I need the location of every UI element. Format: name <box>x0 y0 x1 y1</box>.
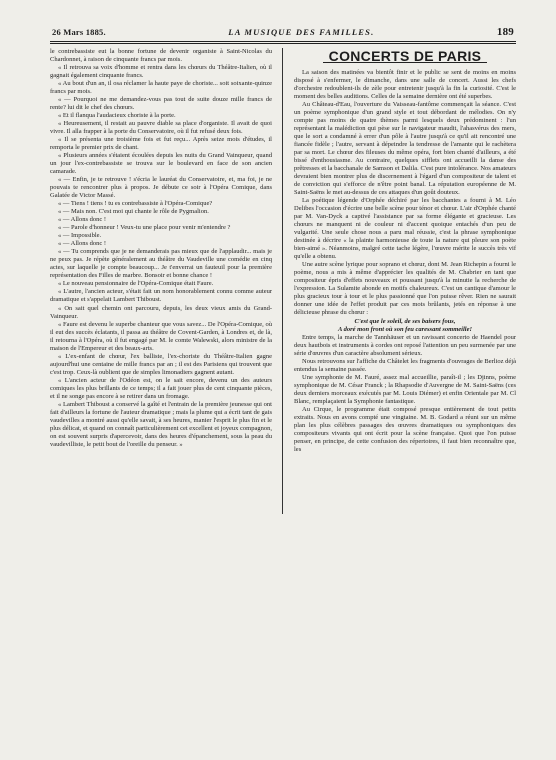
paragraph: « Il se présenta une troisième fois et fut reçu... Après seize mois d'études, il remporta le premier prix de chant. <box>50 136 272 152</box>
article-body <box>294 69 516 454</box>
header-rule-thin <box>50 43 516 44</box>
column-divider <box>282 48 283 514</box>
paragraph: C'est que le soleil, de ses baisers fous, <box>354 317 456 325</box>
paragraph: le contrebassiste eut la bonne fortune de devenir organiste à Saint-Nicolas du Chardonnet, à raison de cinquante francs par mois. <box>50 48 272 64</box>
paragraph: « Au bout d'un an, il osa réclamer la haute paye de choriste... soit soixante-quinze francs par mois. <box>50 80 272 96</box>
paragraph: « Heureusement, il restait au pauvre diable sa place d'organiste. Il avait de quoi vivre. Il alla frapper à la porte du Conservatoire, où il fut refusé deux fois. <box>50 120 272 136</box>
paragraph: « — Allons donc ! <box>58 216 107 224</box>
paragraph: « Il retrouva sa voix d'homme et rentra dans les chœurs du Théâtre-Italien, où il gagnait également cinquante francs. <box>50 64 272 80</box>
paragraph: « L'autre, l'ancien acteur, s'était fait un nom honorablement connu comme auteur dramatique et s'appelait Lambert Thiboust. <box>50 288 272 304</box>
right-column <box>294 48 516 454</box>
paragraph: La saison des matinées va bientôt finir et le public se sent de moins en moins disposé à s'enfermer, le dimanche, dans une salle de concert. Aussi les chefs d'orchestre redoublent-ils de zèle pour entretenir jusqu'à la fin la curiosité. C'est le moment des belles auditions. Celles de la semaine dernière ont été superbes. <box>294 69 516 101</box>
header-page-number: 189 <box>496 26 514 38</box>
paragraph: Entre temps, la marche de Tannhäuser et un ravissant concerto de Haendel pour deux hautbois et instruments à cordes ont reposé l'attention un peu surmenée par une série d'œuvres d'un caractère absolument sérieux. <box>294 333 516 357</box>
paragraph: « L'ancien acteur de l'Odéon est, on le sait encore, devenu un des auteurs comiques les plus brillants de ce temps; il a fait jouer plus de cent cinquante pièces, et il ne songe pas encore à se retirer dans un fromage. <box>50 376 272 400</box>
paragraph: La poétique légende d'Orphée déchiré par les bacchantes a fourni à M. Léo Delibes l'occasion d'écrire une belle scène pour ténor et chœur. L'air d'Orphée chanté par M. Van-Dyck a captivé l'assistance par sa forme élégante et gracieuse. Les chœurs ne manquent ni de couleur ni d'accent quoique entachés d'un peu de vulgarité. Une seule chose nous a paru mal réussie, c'est la phrase symphonique destinée à décrire « la plainte harmonieuse de toute la nature qui pleure son poète bien-aimé ». Néanmoins, malgré cette tache légère, l'œuvre mérite le succès très vif qu'elle a obtenu. <box>294 197 516 261</box>
paragraph: Au Cirque, le programme était composé presque entièrement de tout petits extraits. Nous en avons compté une vingtaine. M. B. Godard a réuni sur un même plan les plus célèbres passages des œuvres dramatiques ou symphoniques des compositeurs vivants qui ont écrit pour la scène française. Quoi que l'on puisse penser, en principe, de cette confusion des répertoires, il faut bien reconnaître que, les <box>294 405 516 453</box>
paragraph: « — Parole d'honneur ! Veux-tu une place pour venir m'entendre ? <box>58 224 231 232</box>
paragraph: « Lambert Thiboust a conservé la gaîté et l'entrain de la première jeunesse qui ont fait d'ailleurs la fortune de l'auteur dramatique ; mais la plume qui a écrit tant de gais vaudevilles a montré aussi qu'elle savait, à ses heures, manier l'esprit le plus fin et le plus délicat, et quand on connaît particulièrement cet excellent et joyeux compagnon, on est souvent surpris d'apercevoir, dans des heures d'épanchement, sous la peau du vaudevilliste, le petit bout de l'oreille du penseur. » <box>50 400 272 448</box>
paragraph: Au Château-d'Eau, l'ouverture du Vaisseau-fantôme commençait la séance. C'est un poème symphonique d'un grand style et tout débordant de mélodies. On n'y compte pas moins de quatre thèmes parmi lesquels deux prédominent : l'un représentant la malédiction qui pèse sur le navigateur maudit, l'ahasvérus des mers, que le sort a condamné à errer d'un pôle à l'autre jusqu'à ce qu'il ait rencontré une fiancée fidèle ; l'autre, servant à dépeindre la tendresse de l'amante qui le rachètera par sa mort. Le chœur des fileuses du même opéra, fort bien chanté d'ailleurs, a été bissé d'enthousiasme. Au contraire, quelques sifflets ont accueilli la danse des prêtresses et la bacchanale de Samson et Dalila. C'est pure intolérance. Nos amateurs devraient bien montrer plus de discernement à l'égard d'un compositeur de talent et de conviction qui s'efforce de n'être point banal. La réputation européenne de M. Saint-Saëns le met au-dessus de ces attaques d'un goût douteux. <box>294 101 516 197</box>
paragraph: « — Mais non. C'est moi qui chante le rôle de Pygmalion. <box>58 208 209 216</box>
paragraph: « Faure est devenu le superbe chanteur que vous savez... De l'Opéra-Comique, où il eut des succès éclatants, il passa au théâtre de Covent-Garden, à Londres et, de là, il retourna à l'Opéra, où il fut engagé par M. le comte Walewski, alors ministre de la maison de l'Empereur et des beaux-arts. <box>50 320 272 352</box>
paragraph: « On sait quel chemin ont parcouru, depuis, les deux vieux amis du Grand-Vainqueur. <box>50 304 272 320</box>
article-heading: CONCERTS DE PARIS <box>328 48 482 64</box>
paragraph: « Et il flanqua l'audacieux choriste à la porte. <box>58 112 176 120</box>
running-header <box>50 26 516 41</box>
paragraph: « — Impossible. <box>58 232 102 240</box>
paragraph: A doré mon front où son feu caressant sommeille! <box>338 325 472 333</box>
paragraph: « Le nouveau pensionnaire de l'Opéra-Comique était Faure. <box>58 280 214 288</box>
header-journal-title: LA MUSIQUE DES FAMILLES. <box>228 27 375 37</box>
paragraph: « — Tiens ! tiens ! tu es contrebassiste à l'Opéra-Comique? <box>58 200 213 208</box>
paragraph: « — Tu comprends que je ne demanderais pas mieux que de l'applaudir... mais je ne peux pas. Je répète généralement au théâtre du Vaudeville une comédie en cinq actes, sur laquelle je compte beaucoup... Je t'enverrai un fauteuil pour la première représentation des Filles de marbre. Bonsoir et bonne chance ! <box>50 248 272 280</box>
paragraph: Une symphonie de M. Fauré, assez mal accueillie, paraît-il ; les Djinns, poème symphonique de M. César Franck ; la Rhapsodie d'Auvergne de M. Saint-Saëns (ces deux derniers morceaux exécutés par M. Louis Diémer) et enfin Orientale par M. Cl Blanc, remplaçaient la Symphonie fantastique. <box>294 373 516 405</box>
paragraph: Une autre scène lyrique pour soprano et chœur, dont M. Jean Richepin a fourni le poème, nous a mis à même d'apprécier les qualités de M. Chabrier en tant que compositeur épris d'effets nouveaux et poussant jusqu'à la minutie la recherche de l'expression. La Sulamite abonde en motifs chaleureux. C'est un cantique d'amour le plus gracieux tour à tour et le plus passionné que l'on puisse rêver. Rien ne saurait donner une idée de l'effet produit par ces mots brûlants, jetés en réponse à une délicieuse phrase du chœur : <box>294 261 516 317</box>
paragraph: Nous retrouvons sur l'affiche du Châtelet les fragments d'ouvrages de Berlioz déjà entendus la semaine passée. <box>294 357 516 373</box>
paragraph: « — Pourquoi ne me demandez-vous pas tout de suite douze mille francs de rente? lui dit le chef des chœurs. <box>50 96 272 112</box>
paragraph: « — Allons donc ! <box>58 240 107 248</box>
header-rule <box>50 41 516 42</box>
header-date: 26 Mars 1885. <box>52 27 106 37</box>
paragraph: « Plusieurs années s'étaient écoulées depuis les nuits du Grand Vainqueur, quand un jour l'ex-contrebassiste se trouva sur le boulevard en face de son ancien camarade. <box>50 152 272 176</box>
paragraph: « — Enfin, je te retrouve ! s'écria le lauréat du Conservatoire, et, ma foi, je ne pouvais te rencontrer plus à propos. Je débute ce soir à l'Opéra Comique, dans Galatée de Victor Massé. <box>50 176 272 200</box>
paragraph: « L'ex-enfant de chœur, l'ex balliste, l'ex-choriste du Théâtre-Italien gagne aujourd'hui une centaine de mille francs par an ; il est des Parisiens qui trouvent que c'est trop. Ceux-là oublient que de simples limonadiers gagnent autant. <box>50 352 272 376</box>
left-column <box>50 48 272 454</box>
columns <box>50 48 516 454</box>
